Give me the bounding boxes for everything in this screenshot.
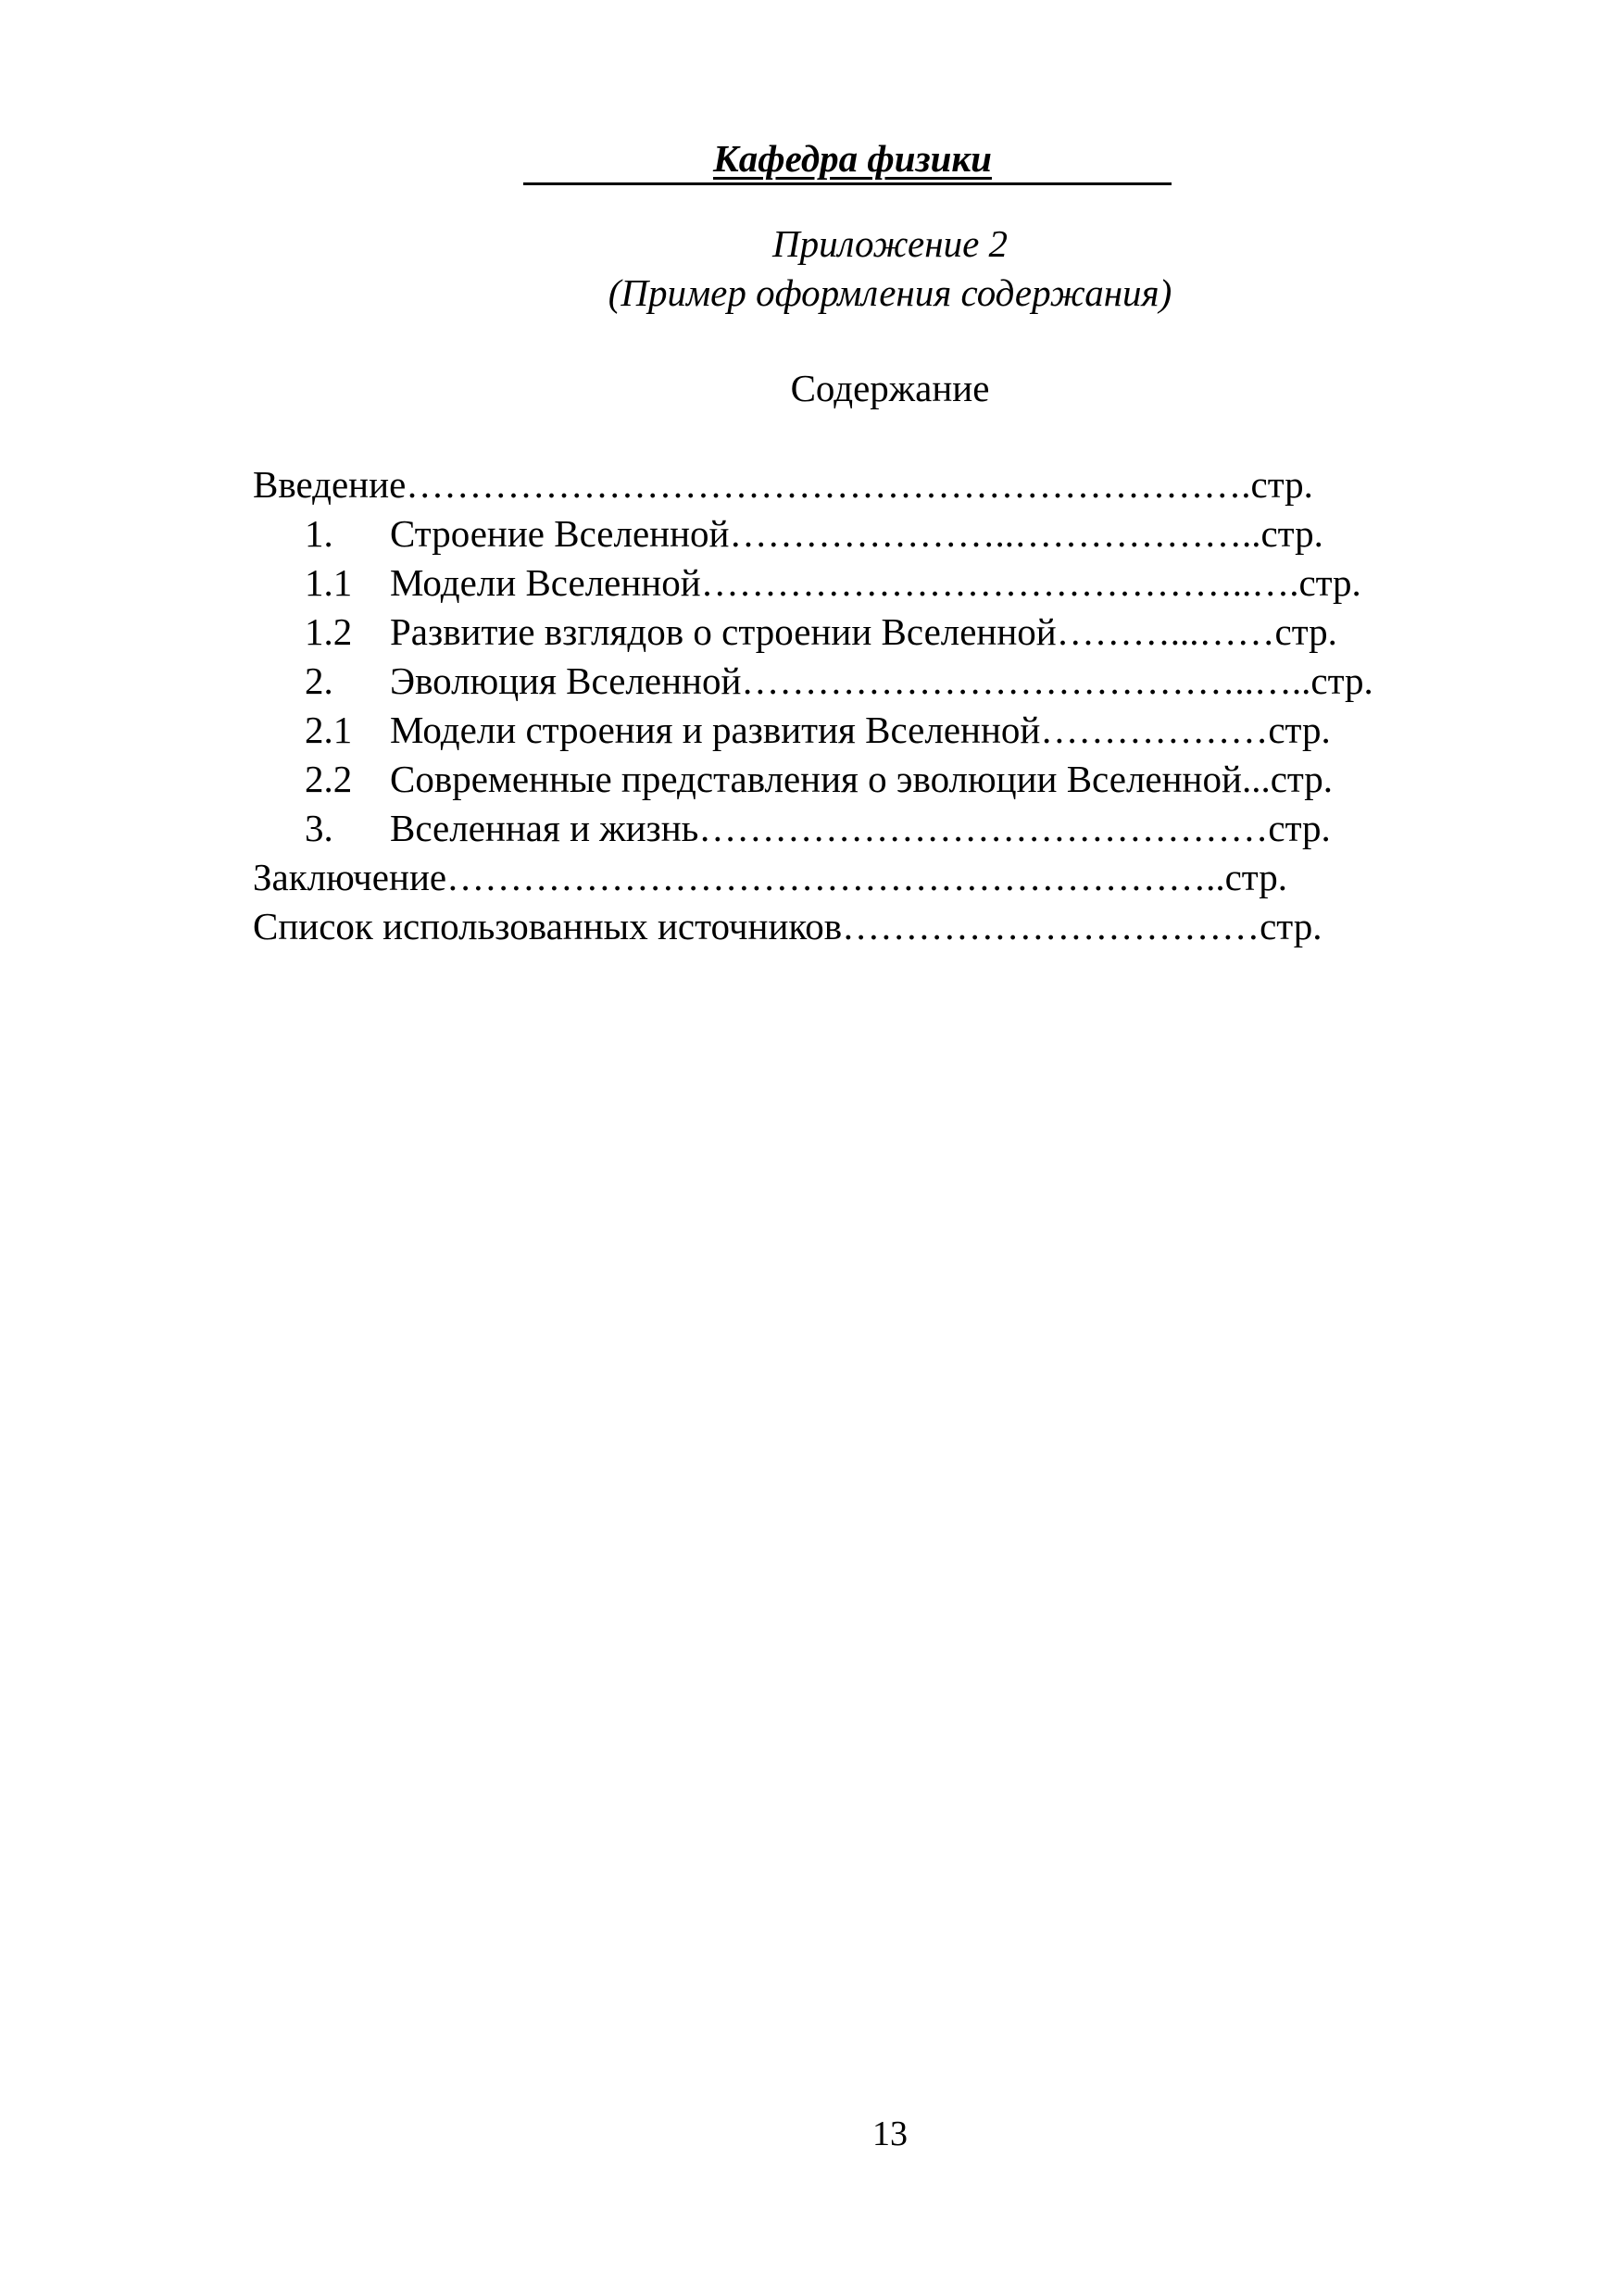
toc-entry-text: Заключение……………………………………………………..стр. (253, 856, 1287, 898)
toc-entry-text: Модели строения и развития Вселенной………………стр. (390, 709, 1331, 751)
toc-entry (253, 558, 1448, 608)
toc-entry-number: 1. (305, 512, 333, 555)
toc-entry-number: 2.1 (305, 709, 353, 751)
toc-entry-text: Введение………………………………………………………….стр. (253, 463, 1313, 506)
toc-entry-text: Современные представления о эволюции Вселенной...стр. (390, 758, 1334, 800)
toc-entry-number: 2. (305, 659, 333, 702)
contents-title: Содержание (790, 367, 990, 409)
toc-entry-number: 1.2 (305, 610, 353, 653)
toc-entry (253, 706, 1448, 755)
toc-entry-number: 3. (305, 807, 333, 849)
toc-entry (253, 608, 1448, 657)
toc-entry-text: Модели Вселенной……………………………………..….стр. (390, 561, 1361, 604)
toc-entry-number: 1.1 (305, 561, 353, 604)
toc-entry-text: Список использованных источников……………………………стр. (253, 905, 1322, 947)
appendix-subtitle: (Пример оформления содержания) (608, 271, 1172, 314)
toc-entry (253, 755, 1448, 804)
department-title: Кафедра физики (713, 137, 992, 180)
toc-entry (253, 460, 1448, 509)
toc-entry-number: 2.2 (305, 758, 353, 800)
toc-entry (253, 804, 1448, 853)
toc-entry-text: Строение Вселенной…………………..………………..стр. (390, 512, 1323, 555)
appendix-title: Приложение 2 (771, 222, 1009, 265)
toc-entry-text: Эволюция Вселенной…………………………………..…..стр. (390, 659, 1373, 702)
toc-entry-text: Вселенная и жизнь………………………………………стр. (390, 807, 1331, 849)
toc-entry (253, 902, 1448, 951)
toc-entry (253, 657, 1448, 706)
table-of-contents (253, 460, 1448, 951)
toc-entry (253, 509, 1448, 558)
page-number: 13 (872, 2114, 908, 2153)
department-header (523, 134, 1172, 185)
toc-entry-text: Развитие взглядов о строении Вселенной………...……стр. (390, 610, 1337, 653)
toc-entry (253, 853, 1448, 902)
